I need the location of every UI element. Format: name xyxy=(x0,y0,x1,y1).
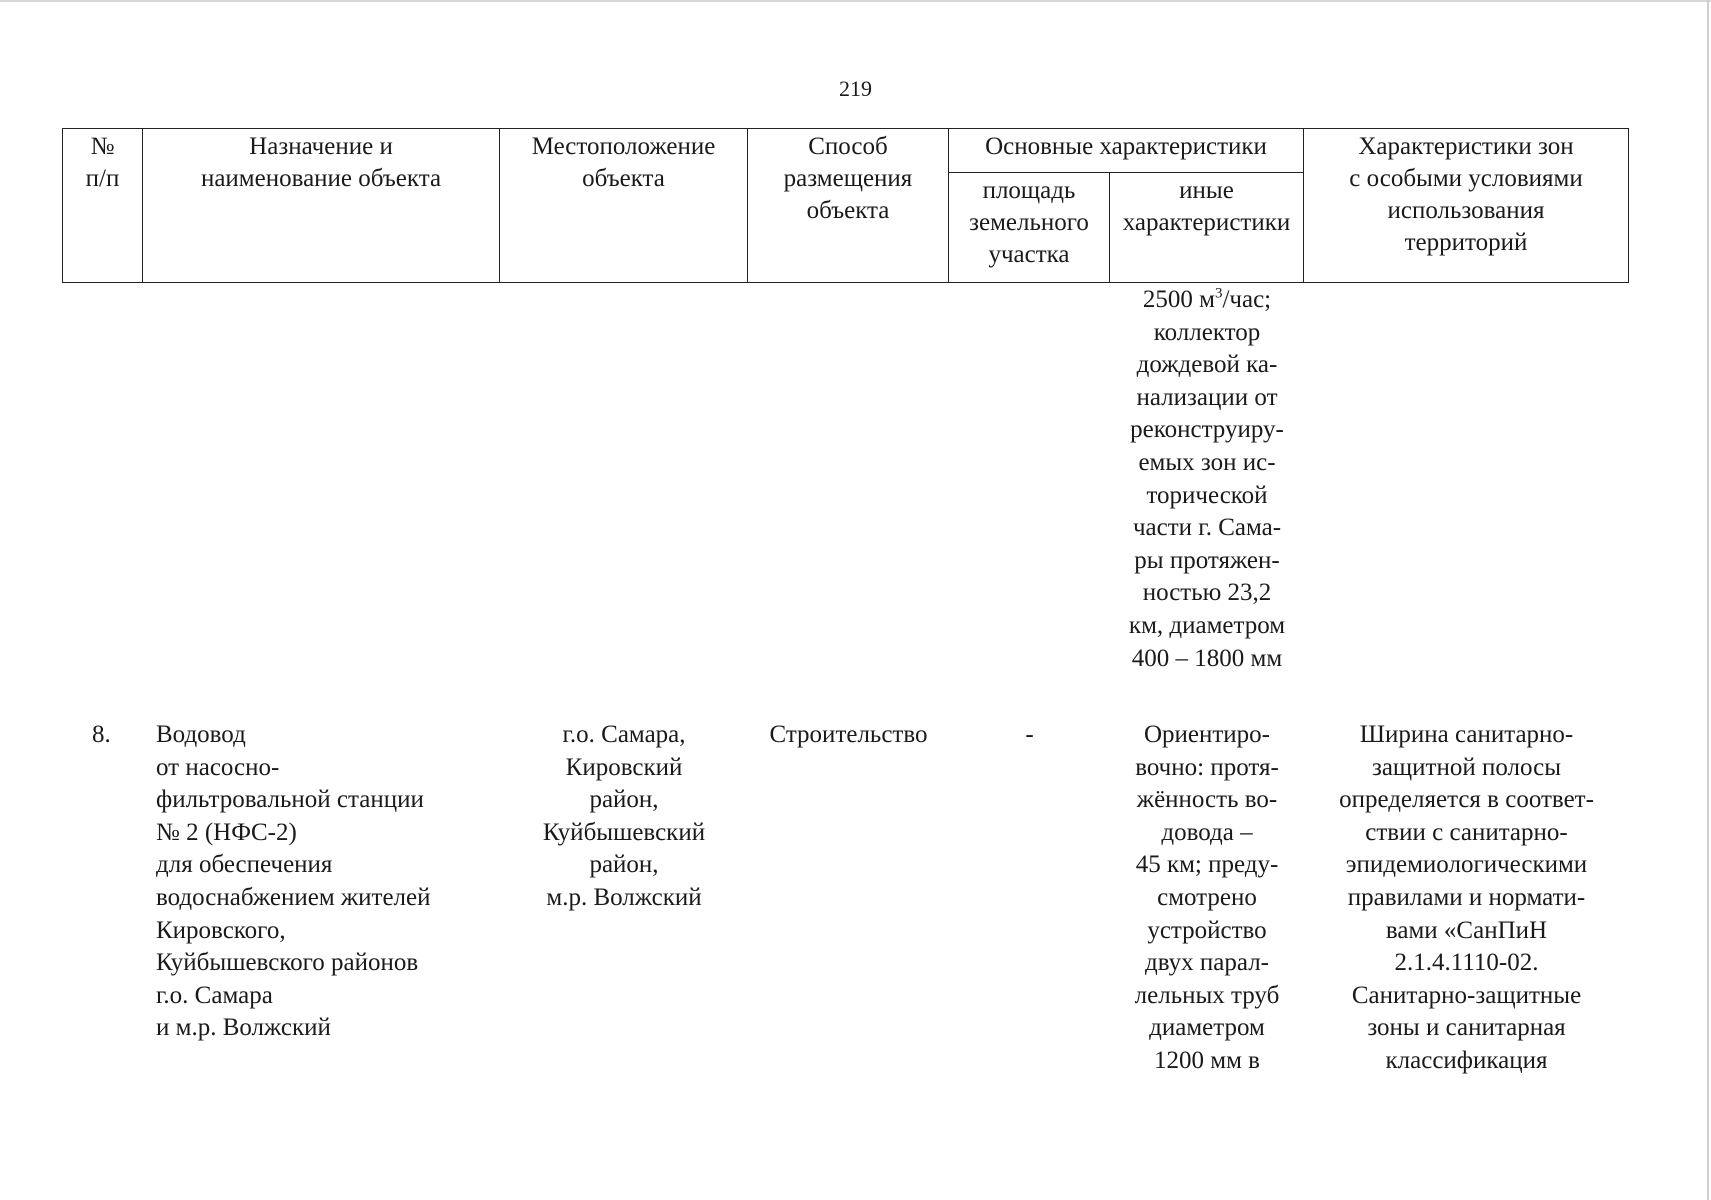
row8-other-line: Ориентиро- xyxy=(1143,721,1271,748)
header-col-method xyxy=(748,129,949,283)
row8-name xyxy=(156,719,496,1045)
row8-number: 8. xyxy=(92,721,111,748)
row8-zones-line: зоны и санитарная xyxy=(1367,1014,1566,1042)
continuation-line: реконструиру- xyxy=(1130,416,1284,444)
row8-zones-line: классификация xyxy=(1385,1046,1548,1074)
header-col-name xyxy=(143,129,500,283)
row8-name-line: для обеспечения xyxy=(156,851,333,879)
row8-other-line: жённость во- xyxy=(1136,786,1278,814)
header-col-area xyxy=(949,173,1110,283)
table-header xyxy=(62,128,1629,283)
header-col-location-line: объекта xyxy=(582,165,665,192)
row8-other-line: довода – xyxy=(1161,818,1253,846)
header-col-zones-line: Характеристики зон xyxy=(1358,133,1574,160)
row8-name-line: от насосно- xyxy=(156,753,280,781)
row8-zones-line: Санитарно-защитные xyxy=(1351,981,1582,1009)
header-col-other xyxy=(1110,173,1304,283)
row8-other-line: двух парал- xyxy=(1144,949,1269,977)
continuation-first-line-suffix: /час; xyxy=(1222,286,1272,313)
row8-location-line: район, xyxy=(589,851,659,879)
continuation-line: емых зон ис- xyxy=(1138,448,1276,476)
continuation-line: коллектор xyxy=(1153,318,1261,346)
header-col-other-line: характеристики xyxy=(1122,209,1291,236)
header-col-other-line: иные xyxy=(1179,177,1234,204)
header-col-zones xyxy=(1304,129,1629,283)
continuation-first-line-prefix: 2500 м xyxy=(1142,286,1215,313)
row8-name-line: водоснабжением жителей xyxy=(156,883,431,911)
row8-zones-line: Ширина санитарно- xyxy=(1359,721,1574,748)
continuation-first-line-sup: 3 xyxy=(1214,285,1223,302)
continuation-first-line xyxy=(1110,284,1304,317)
row8-name-line: и м.р. Волжский xyxy=(156,1014,331,1042)
continuation-other-characteristics xyxy=(1110,284,1304,675)
row8-other-line: лельных труб xyxy=(1134,981,1280,1009)
row8-other-line: 1200 мм в xyxy=(1154,1046,1260,1074)
continuation-line: части г. Сама- xyxy=(1132,514,1282,542)
header-col-number-line: п/п xyxy=(85,165,120,192)
row8-zones-line: эпидемиологическими xyxy=(1345,851,1588,879)
header-col-area-line: земельного xyxy=(969,209,1089,236)
row8-zones-line: определяется в соответ- xyxy=(1339,786,1594,814)
continuation-line: нализации от xyxy=(1136,383,1278,411)
row8-location-line: м.р. Волжский xyxy=(546,883,702,911)
row8-zones-line: правилами и нормати- xyxy=(1347,883,1586,911)
row8-zones-line: ствии с санитарно- xyxy=(1365,818,1568,846)
header-col-number-line: № xyxy=(90,133,115,160)
continuation-line: дождевой ка- xyxy=(1136,351,1278,379)
header-col-area-line: участка xyxy=(988,241,1070,268)
continuation-line: ностью 23,2 xyxy=(1142,579,1272,607)
page-edge-right xyxy=(1707,0,1709,1200)
row8-other-line: диаметром xyxy=(1149,1014,1265,1042)
row8-other-line: устройство xyxy=(1147,916,1267,944)
row8-name-line: Куйбышевского районов xyxy=(156,949,419,977)
row8-name-line: Кировского, xyxy=(156,916,286,944)
row8-name-line: фильтровальной станции xyxy=(156,786,424,814)
header-col-zones-line: территорий xyxy=(1404,229,1528,256)
row8-zones-line: защитной полосы xyxy=(1371,753,1562,781)
row8-location-line: район, xyxy=(589,786,659,814)
row8-location-line: Кировский xyxy=(565,753,683,781)
header-col-number xyxy=(63,129,143,283)
continuation-line: 400 – 1800 мм xyxy=(1131,644,1283,672)
row8-location xyxy=(500,719,748,915)
header-col-location-line: Местоположение xyxy=(531,133,716,160)
header-col-zones-line: использования xyxy=(1387,197,1545,224)
page-number: 219 xyxy=(839,76,872,101)
header-col-location xyxy=(500,129,748,283)
continuation-line: торической xyxy=(1146,481,1268,509)
header-col-method-line: Способ xyxy=(808,133,888,160)
row8-other-characteristics xyxy=(1110,719,1304,1078)
row8-zones-line: 2.1.4.1110-02. xyxy=(1394,949,1539,977)
row8-name-line: № 2 (НФС-2) xyxy=(156,818,297,846)
row8-area: - xyxy=(1025,721,1034,748)
header-col-method-line: объекта xyxy=(806,197,890,224)
continuation-line: км, диаметром xyxy=(1128,611,1286,639)
row8-name-line: г.о. Самара xyxy=(156,981,273,1009)
row8-name-line: Водовод xyxy=(156,721,246,748)
row8-location-line: г.о. Самара, xyxy=(562,721,686,748)
row8-zones-line: вами «СанПиН xyxy=(1385,916,1548,944)
row8-location-line: Куйбышевский xyxy=(542,818,706,846)
continuation-line: ры протяжен- xyxy=(1134,546,1280,574)
header-col-zones-line: с особыми условиями xyxy=(1349,165,1583,192)
header-col-main: Основные характеристики xyxy=(949,129,1304,173)
row8-other-line: смотрено xyxy=(1157,883,1257,911)
row8-method: Строительство xyxy=(769,721,928,748)
row8-other-line: 45 км; преду- xyxy=(1135,851,1279,879)
header-col-area-line: площадь xyxy=(982,177,1076,204)
row8-zones xyxy=(1304,719,1629,1078)
header-col-name-line: наименование объекта xyxy=(200,165,442,192)
header-col-method-line: размещения xyxy=(783,165,913,192)
page-edge-top xyxy=(0,0,1711,2)
row8-other-line: вочно: протя- xyxy=(1135,753,1279,781)
header-col-name-line: Назначение и xyxy=(249,133,393,160)
